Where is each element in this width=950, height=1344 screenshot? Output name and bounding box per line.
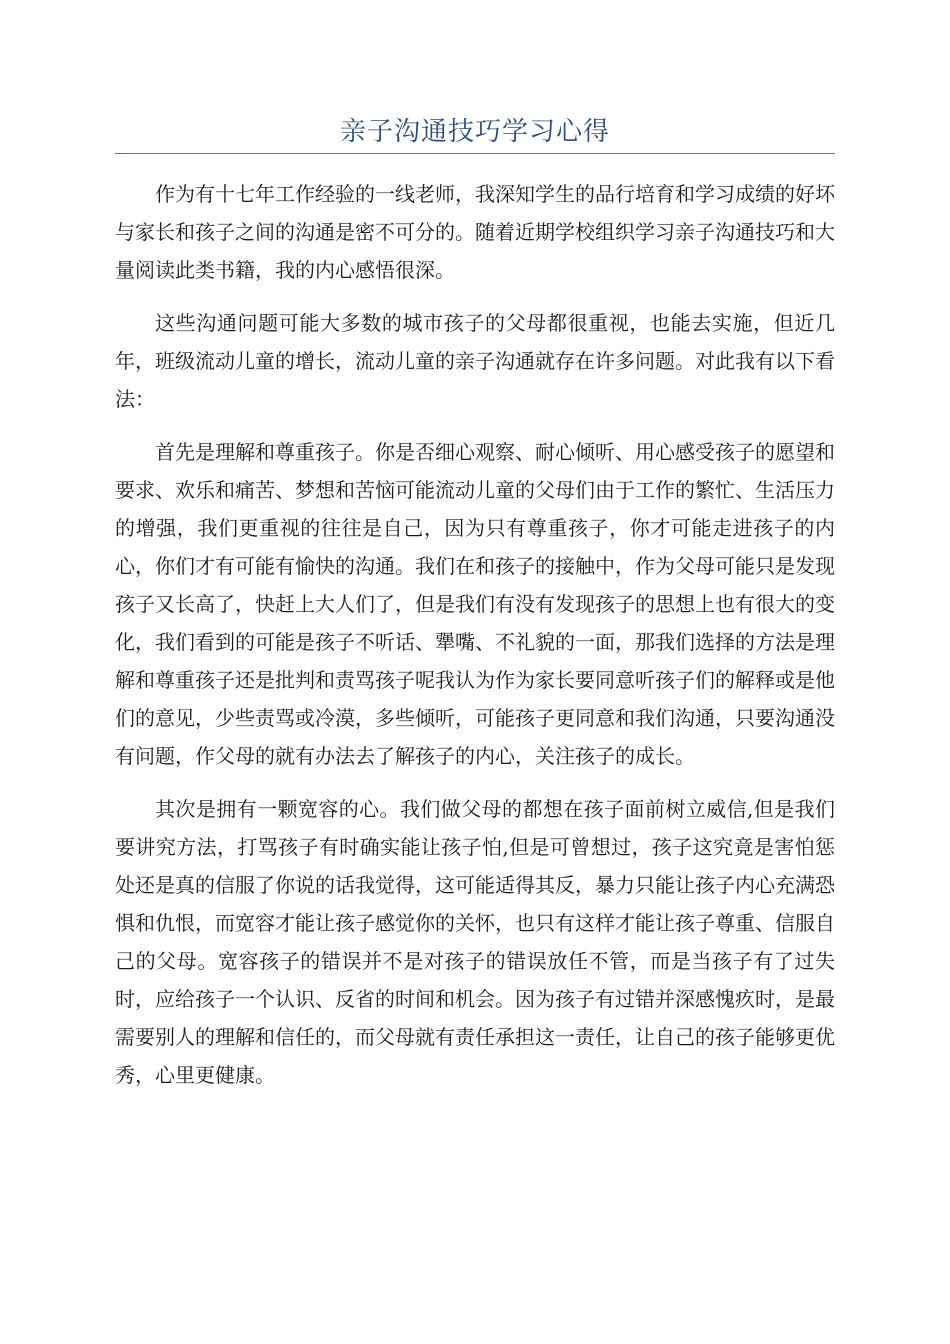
document-body bbox=[115, 175, 835, 1109]
document-page bbox=[115, 0, 835, 1344]
paragraph-2: 这些沟通问题可能大多数的城市孩子的父母都很重视，也能去实施，但近几年，班级流动儿童的增长，流动儿童的亲子沟通就存在许多问题。对此我有以下看法： bbox=[115, 311, 835, 411]
title-underline bbox=[115, 153, 835, 154]
paragraph-3: 首先是理解和尊重孩子。你是否细心观察、耐心倾听、用心感受孩子的愿望和要求、欢乐和痛苦、梦想和苦恼可能流动儿童的父母们由于工作的繁忙、生活压力的增强，我们更重视的往往是自己，因为只有尊重孩子，你才可能走进孩子的内心，你们才有可能有愉快的沟通。我们在和孩子的接触中，作为父母可能只是发现孩子又长高了，快赶上大人们了，但是我们有没有发现孩子的思想上也有很大的变化，我们看到的可能是孩子不听话、犟嘴、不礼貌的一面，那我们选择的方法是理解和尊重孩子还是批判和责骂孩子呢我认为作为家长要同意听孩子们的解释或是他们的意见，少些责骂或冷漠，多些倾听，可能孩子更同意和我们沟通，只要沟通没有问题，作父母的就有办法去了解孩子的内心，关注孩子的成长。 bbox=[115, 440, 835, 768]
paragraph-1: 作为有十七年工作经验的一线老师，我深知学生的品行培育和学习成绩的好坏与家长和孩子之间的沟通是密不可分的。随着近期学校组织学习亲子沟通技巧和大量阅读此类书籍，我的内心感悟很深。 bbox=[115, 182, 835, 282]
document-title: 亲子沟通技巧学习心得 bbox=[339, 117, 610, 147]
paragraph-4: 其次是拥有一颗宽容的心。我们做父母的都想在孩子面前树立威信,但是我们要讲究方法，打骂孩子有时确实能让孩子怕,但是可曾想过，孩子这究竟是害怕惩处还是真的信服了你说的话我觉得，这可能适得其反，暴力只能让孩子内心充满恐惧和仇恨，而宽容才能让孩子感觉你的关怀，也只有这样才能让孩子尊重、信服自己的父母。宽容孩子的错误并不是对孩子的错误放任不管，而是当孩子有了过失时，应给孩子一个认识、反省的时间和机会。因为孩子有过错并深感愧疚时，是最需要别人的理解和信任的，而父母就有责任承担这一责任，让自己的孩子能够更优秀，心里更健康。 bbox=[115, 797, 835, 1087]
